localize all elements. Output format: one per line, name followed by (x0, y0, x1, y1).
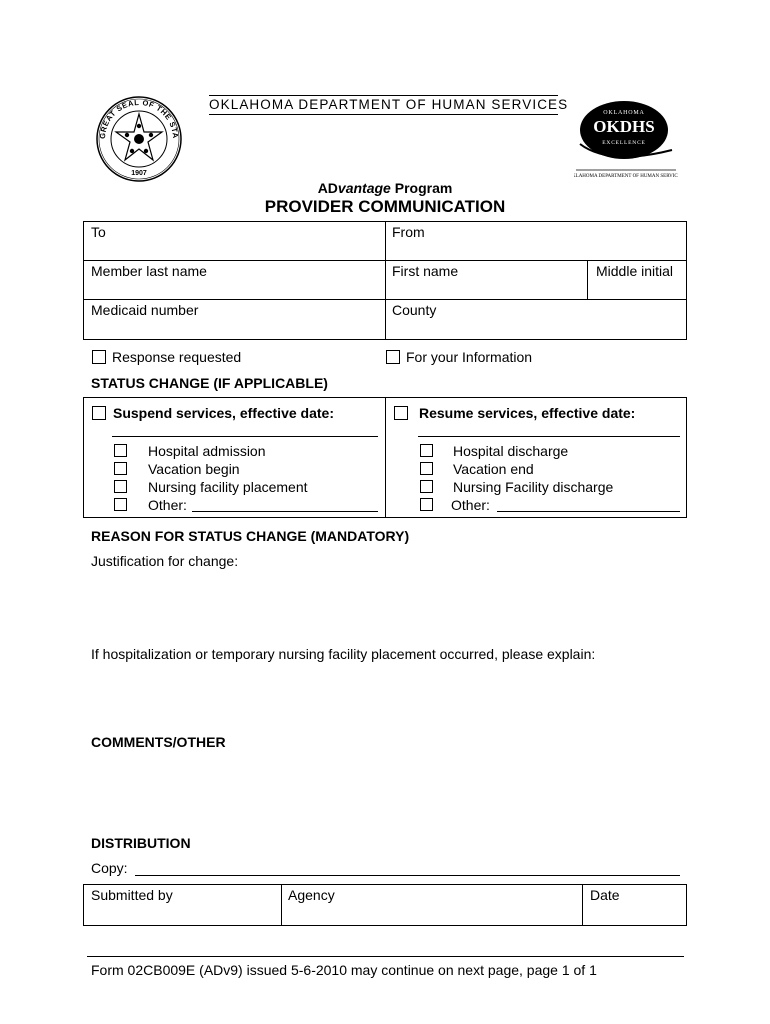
svg-text:OKLAHOMA: OKLAHOMA (603, 110, 645, 116)
from-field[interactable]: From (392, 224, 425, 240)
department-name: OKLAHOMA DEPARTMENT OF HUMAN SERVICES (209, 97, 569, 112)
suspend-date-line[interactable] (112, 436, 378, 437)
hospital-discharge-checkbox[interactable] (420, 444, 433, 457)
vacation-end-checkbox[interactable] (420, 462, 433, 475)
reason-heading: REASON FOR STATUS CHANGE (MANDATORY) (91, 528, 410, 544)
suspend-services-checkbox[interactable] (92, 406, 106, 420)
svg-text:OKLAHOMA DEPARTMENT OF HUMAN S: OKLAHOMA DEPARTMENT OF HUMAN SERVICES (574, 174, 678, 179)
resume-other-checkbox[interactable] (420, 498, 433, 511)
for-your-information-checkbox[interactable] (386, 350, 400, 364)
hospital-admission-label: Hospital admission (148, 443, 266, 459)
middle-initial-field[interactable]: Middle initial (596, 263, 674, 279)
vacation-begin-label: Vacation begin (148, 461, 240, 477)
footer-rule (87, 956, 684, 957)
submitted-by-field[interactable]: Submitted by (91, 887, 173, 903)
vacation-end-label: Vacation end (453, 461, 534, 477)
response-requested-label: Response requested (112, 349, 242, 365)
resume-other-line[interactable] (497, 511, 680, 512)
resume-other-label: Other: (451, 497, 490, 513)
vacation-begin-checkbox[interactable] (114, 462, 127, 475)
form-footer: Form 02CB009E (ADv9) issued 5-6-2010 may continue on next page, page 1 of 1 (91, 962, 597, 978)
nursing-facility-discharge-checkbox[interactable] (420, 480, 433, 493)
nursing-facility-discharge-label: Nursing Facility discharge (453, 479, 614, 495)
copy-label: Copy: (91, 860, 128, 876)
response-requested-checkbox[interactable] (92, 350, 106, 364)
resume-date-line[interactable] (418, 436, 680, 437)
svg-text:EXCELLENCE: EXCELLENCE (602, 140, 646, 146)
hospital-admission-checkbox[interactable] (114, 444, 127, 457)
justification-label: Justification for change: (91, 553, 239, 569)
svg-text:1907: 1907 (131, 170, 147, 177)
copy-line[interactable] (135, 875, 680, 876)
hospital-discharge-label: Hospital discharge (453, 443, 569, 459)
svg-text:GREAT SEAL OF THE STATE OF OKL: GREAT SEAL OF THE STA (97, 97, 181, 140)
distribution-heading: DISTRIBUTION (91, 835, 191, 851)
hospitalization-label: If hospitalization or temporary nursing facility placement occurred, please explain: (91, 646, 596, 662)
header-rule-top (209, 95, 558, 96)
header-rule-bottom (209, 114, 558, 115)
page-title: PROVIDER COMMUNICATION (264, 197, 506, 216)
resume-services-label: Resume services, effective date: (419, 405, 636, 421)
suspend-other-line[interactable] (192, 511, 378, 512)
resume-services-checkbox[interactable] (394, 406, 408, 420)
suspend-services-label: Suspend services, effective date: (113, 405, 334, 421)
status-change-heading: STATUS CHANGE (IF APPLICABLE) (91, 375, 328, 391)
svg-text:OKDHS: OKDHS (593, 117, 655, 136)
program-name: ADvantage Program (317, 180, 453, 196)
first-name-field[interactable]: First name (392, 263, 459, 279)
county-field[interactable]: County (392, 302, 437, 318)
okdhs-logo (574, 100, 678, 180)
to-field[interactable]: To (91, 224, 106, 240)
for-your-information-label: For your Information (406, 349, 533, 365)
agency-field[interactable]: Agency (288, 887, 335, 903)
comments-heading: COMMENTS/OTHER (91, 734, 226, 750)
state-seal (91, 96, 187, 182)
member-last-name-field[interactable]: Member last name (91, 263, 207, 279)
nursing-facility-placement-checkbox[interactable] (114, 480, 127, 493)
medicaid-number-field[interactable]: Medicaid number (91, 302, 199, 318)
nursing-facility-placement-label: Nursing facility placement (148, 479, 308, 495)
date-field[interactable]: Date (590, 887, 620, 903)
suspend-other-label: Other: (148, 497, 187, 513)
suspend-other-checkbox[interactable] (114, 498, 127, 511)
